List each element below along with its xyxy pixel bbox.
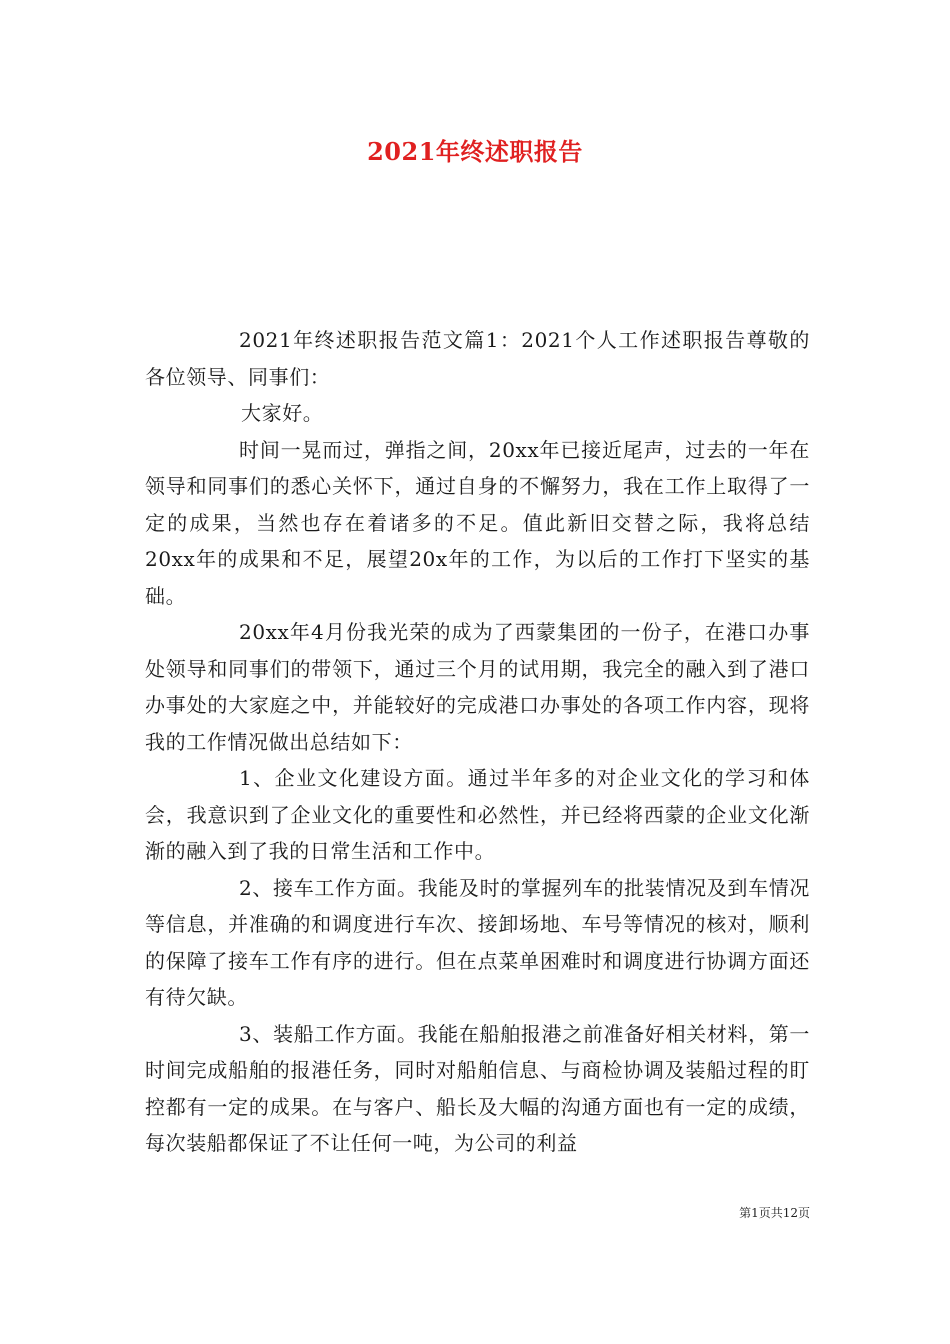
paragraph-train-receiving: 2、接车工作方面。我能及时的掌握列车的批装情况及到车情况等信息，并准确的和调度进行车次、接卸场地、车号等情况的核对，顺利的保障了接车工作有序的进行。但在点菜单困难时和调度进行协调方面还有待欠缺。 (145, 875, 810, 1009)
document-body (145, 322, 810, 1162)
document-title: 2021年终述职报告 (367, 137, 583, 166)
page-number: 第1页共12页 (739, 1206, 810, 1220)
paragraph-greeting: 大家好。 (241, 401, 324, 425)
paragraph-culture: 1、企业文化建设方面。通过半年多的对企业文化的学习和体会，我意识到了企业文化的重要性和必然性，并已经将西蒙的企业文化渐渐的融入到了我的日常生活和工作中。 (145, 766, 810, 863)
paragraph-intro: 2021年终述职报告范文篇1：2021个人工作述职报告尊敬的各位领导、同事们： (145, 328, 810, 389)
paragraph-joining: 20xx年4月份我光荣的成为了西蒙集团的一份子，在港口办事处领导和同事们的带领下，通过三个月的试用期，我完全的融入到了港口办事处的大家庭之中，并能较好的完成港口办事处的各项工作内容，现将我的工作情况做出总结如下： (145, 620, 810, 754)
paragraph-ship-loading: 3、装船工作方面。我能在船舶报港之前准备好相关材料，第一时间完成船舶的报港任务，同时对船舶信息、与商检协调及装船过程的盯控都有一定的成果。在与客户、船长及大幅的沟通方面也有一定的成绩，每次装船都保证了不让任何一吨，为公司的利益 (145, 1021, 810, 1155)
paragraph-review: 时间一晃而过，弹指之间，20xx年已接近尾声，过去的一年在领导和同事们的悉心关怀下，通过自身的不懈努力，我在工作上取得了一定的成果，当然也存在着诸多的不足。值此新旧交替之际，我将总结20xx年的成果和不足，展望20x年的工作，为以后的工作打下坚实的基础。 (145, 437, 810, 608)
